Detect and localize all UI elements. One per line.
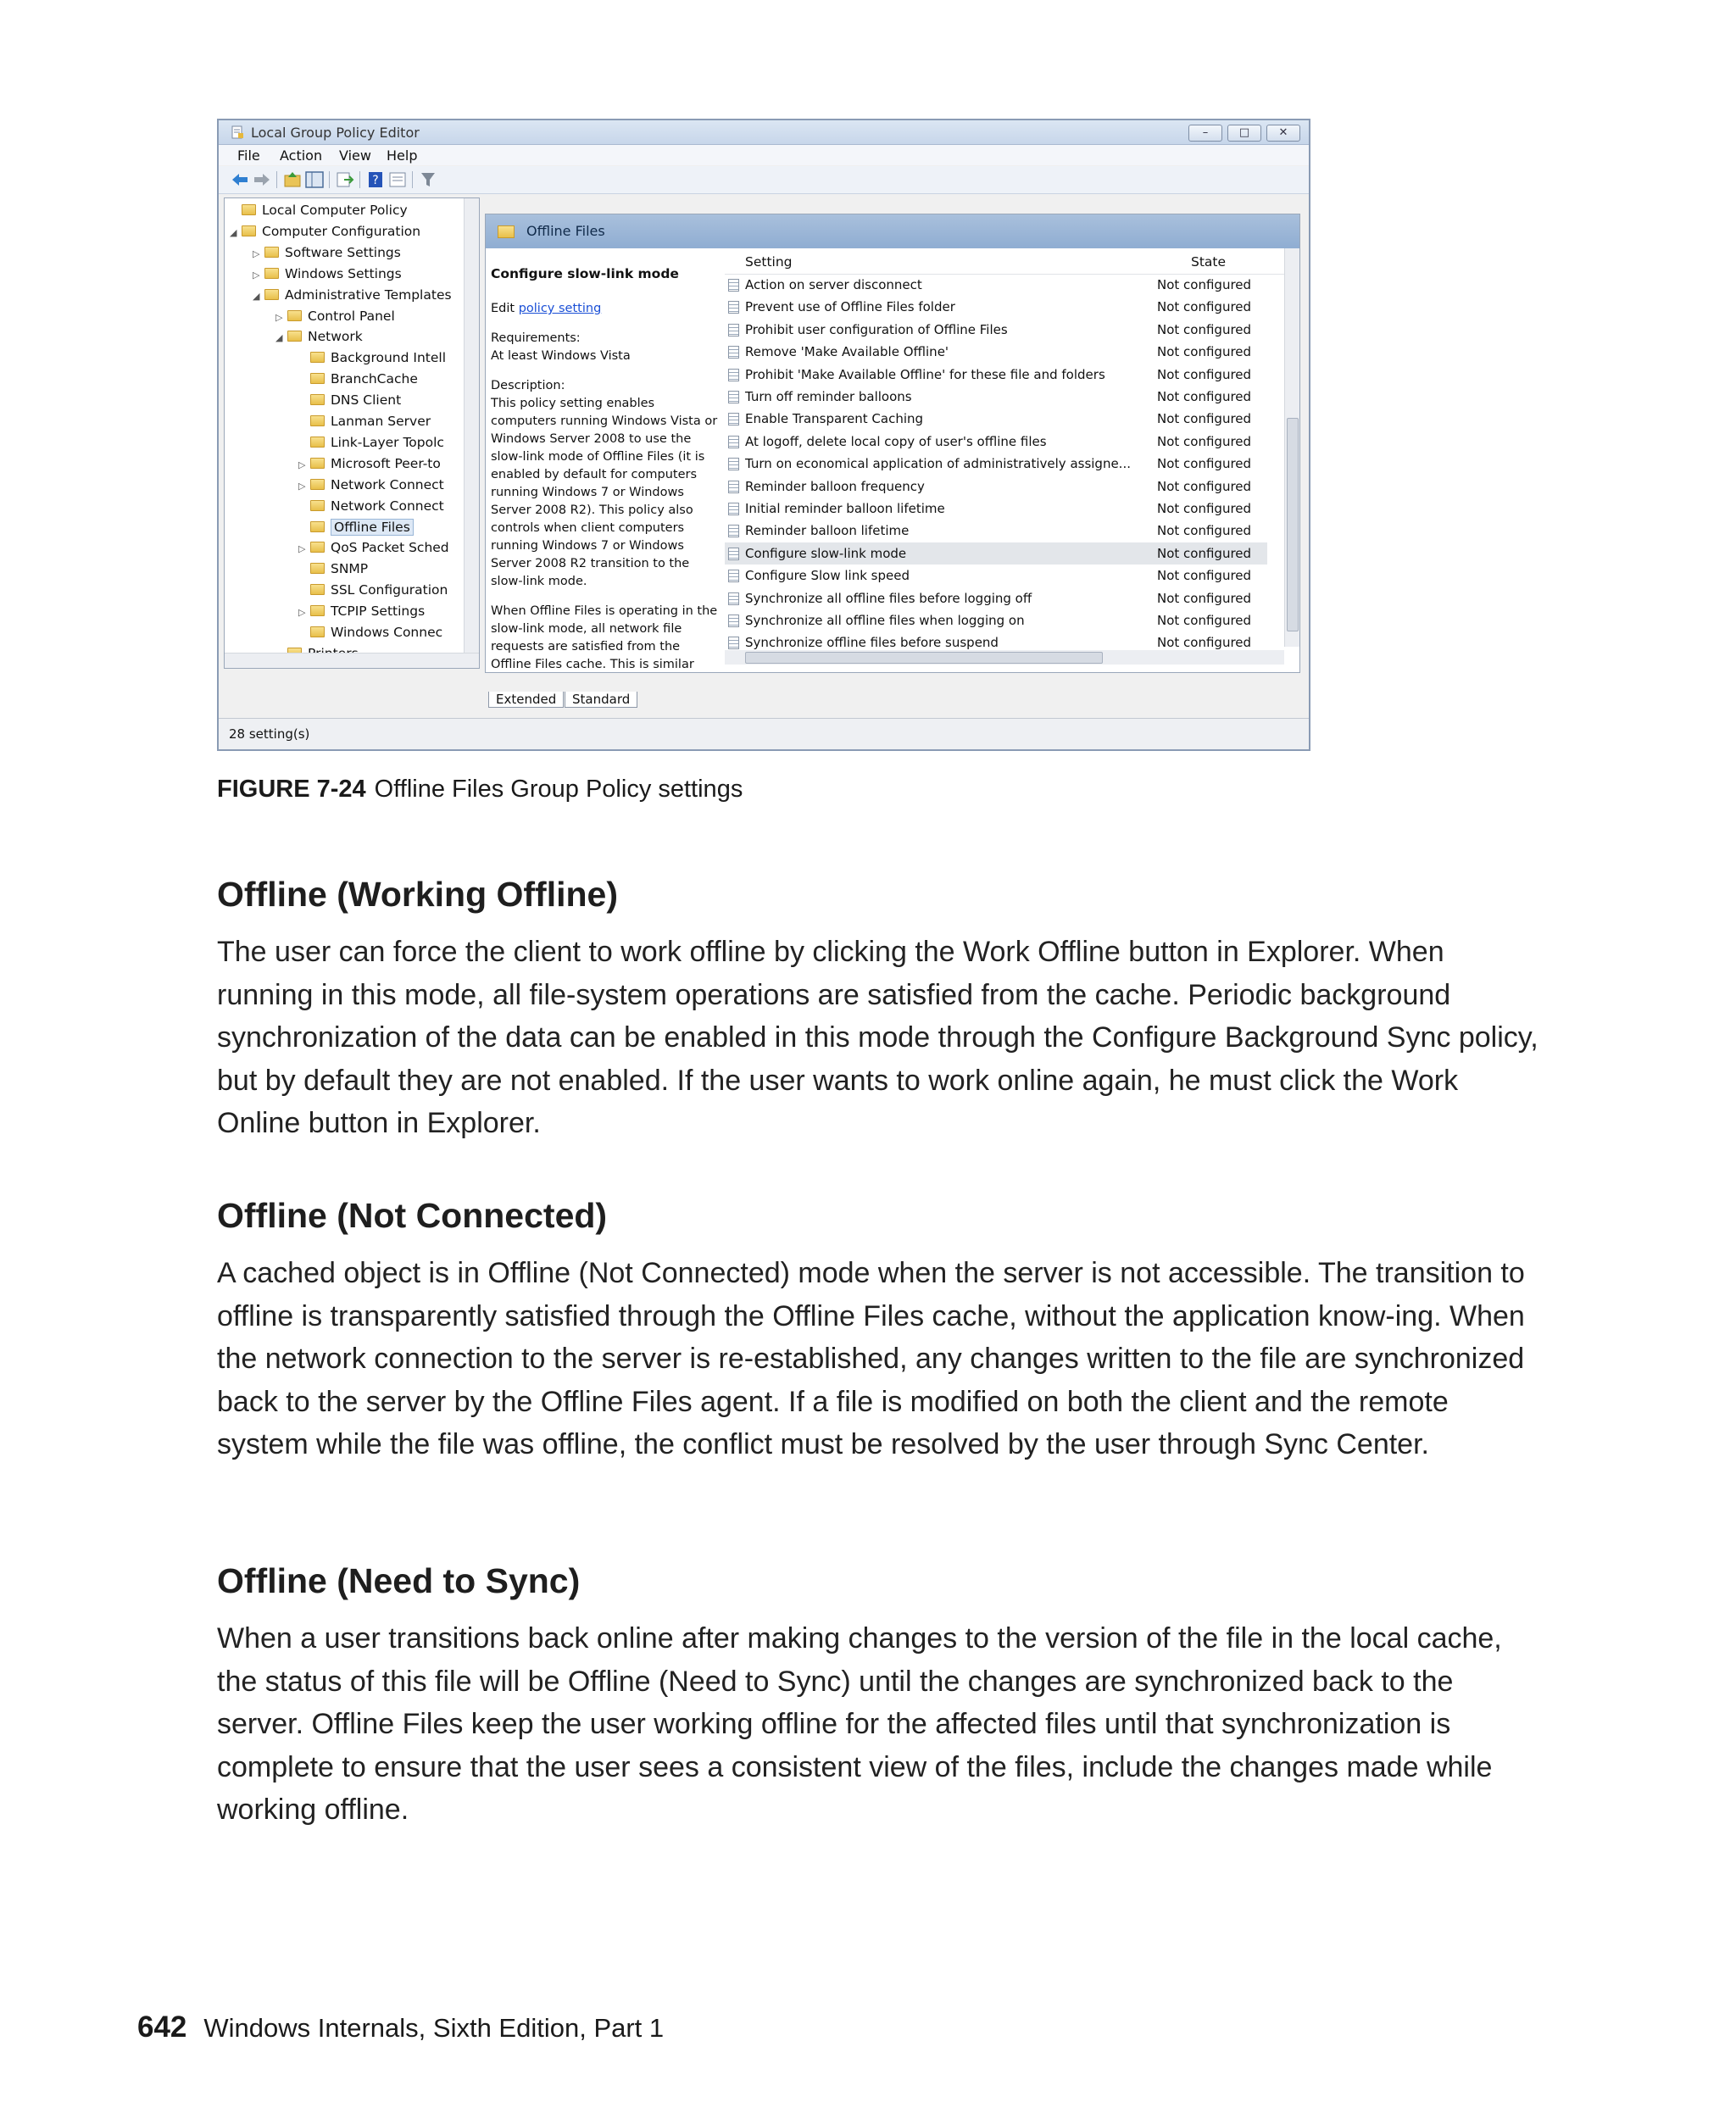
section-heading: Offline (Need to Sync) [217, 1561, 581, 1600]
setting-state: Not configured [1157, 366, 1252, 382]
policy-icon [728, 346, 739, 359]
setting-state: Not configured [1157, 545, 1252, 561]
policy-icon [728, 548, 739, 560]
folder-icon [264, 289, 279, 300]
description-text-2: When Offline Files is operating in the slow-link mode, all network file requests are satisfied from the Offline Files cache. This is similar [491, 604, 718, 671]
tree-horizontal-scrollbar[interactable] [225, 653, 479, 668]
setting-row[interactable] [725, 386, 1267, 409]
policy-icon [728, 458, 739, 470]
tree-item-label: Windows Settings [285, 265, 402, 281]
figure-caption-text: Offline Files Group Policy settings [374, 776, 743, 803]
policy-icon [728, 279, 739, 292]
status-bar [219, 718, 1309, 749]
toolbar [219, 166, 1309, 194]
folder-icon [310, 584, 325, 595]
tree-item-label: SNMP [331, 561, 369, 577]
tree-item[interactable] [298, 475, 444, 495]
tree-item-label: Administrative Templates [285, 286, 452, 303]
setting-name: Prohibit user configuration of Offline Files [745, 321, 1008, 337]
policy-editor-icon [231, 125, 244, 139]
folder-icon [310, 605, 325, 616]
folder-icon [287, 331, 302, 342]
section-paragraph: When a user transitions back online after making changes to the version of the file in the local cache, the status of this file will be Offline (Need to Sync) until the changes are synchronized back to the server. Offline Files keep the user working offline for the affected files until that synchronization is complete to ensure that the user sees a consistent view of the files, include the changes made while working offline. [217, 1622, 1502, 1826]
policy-icon [728, 436, 739, 448]
setting-name: Remove 'Make Available Offline' [745, 344, 949, 360]
svg-text:?: ? [372, 174, 379, 187]
section-paragraph: The user can force the client to work offline by clicking the Work Offline button in Explorer. When running in this mode, all file-system operations are satisfied from the cache. Periodic background synchronization of the data can be enabled in this mode through the Configure Background Sync policy, but by default they are not enabled. If the user wants to work online again, he must click the Work Online button in Explorer. [217, 936, 1538, 1139]
tree-item-label: SSL Configuration [331, 582, 448, 598]
tree-item[interactable] [298, 559, 368, 579]
expand-arrow-icon[interactable]: ▷ [253, 269, 260, 281]
filter-icon[interactable] [419, 170, 437, 189]
tree-item-label: BranchCache [331, 371, 418, 387]
policy-icon [728, 324, 739, 336]
section-paragraph: A cached object is in Offline (Not Connected) mode when the server is not accessible. The transition to offline is transparently satisfied through the Offline Files cache, without the application know-ing. When the network connection to the server is re-established, any changes written to the file are synchronized back to the server by the Offline Files agent. If a file is modified on both the client and the remote system while the file was offline, the conflict must be resolved by the user through Sync Center. [217, 1257, 1525, 1460]
folder-icon [310, 352, 325, 363]
expand-arrow-icon[interactable]: ◢ [275, 332, 283, 344]
setting-name: Configure Slow link speed [745, 568, 910, 584]
tree-item[interactable] [298, 348, 446, 368]
section-heading: Offline (Working Offline) [217, 875, 618, 914]
tree-item[interactable] [298, 580, 448, 600]
setting-name: Reminder balloon lifetime [745, 523, 910, 539]
tree-item[interactable] [298, 517, 414, 537]
tree-item[interactable] [298, 432, 444, 453]
policy-icon [728, 391, 739, 403]
setting-state: Not configured [1157, 389, 1252, 404]
description-heading: Configure slow-link mode [491, 266, 679, 281]
setting-state: Not configured [1157, 613, 1252, 628]
policy-icon [728, 503, 739, 515]
setting-state: Not configured [1157, 590, 1252, 606]
setting-row[interactable] [725, 587, 1267, 610]
tree-item-label: Background Intell [331, 350, 447, 366]
setting-name: At logoff, delete local copy of user's offline files [745, 433, 1047, 449]
policy-icon [728, 637, 739, 649]
details-pane [485, 214, 1300, 673]
folder-icon [310, 521, 325, 532]
list-horizontal-scrollbar[interactable] [725, 650, 1284, 665]
settings-list [725, 248, 1299, 651]
figure-label: FIGURE 7-24 [217, 776, 366, 803]
setting-name: Configure slow-link mode [745, 545, 907, 561]
expand-arrow-icon[interactable]: ▷ [298, 480, 306, 492]
tree-item[interactable] [298, 453, 441, 474]
maximize-button[interactable]: □ [1227, 125, 1261, 142]
column-state[interactable]: State [1191, 254, 1227, 270]
tree-item-label: Windows Connec [331, 625, 443, 640]
tree-item-label: Software Settings [285, 244, 401, 260]
setting-row[interactable] [725, 431, 1267, 453]
tree-item[interactable] [275, 306, 395, 326]
expand-arrow-icon[interactable]: ▷ [298, 607, 306, 619]
setting-row[interactable] [725, 565, 1267, 587]
menu-help[interactable]: Help [387, 147, 418, 164]
pane-header-title: Offline Files [526, 223, 605, 239]
folder-icon [310, 563, 325, 574]
tree-item[interactable] [298, 369, 418, 389]
setting-row[interactable] [725, 453, 1267, 476]
setting-name: Prohibit 'Make Available Offline' for these file and folders [745, 366, 1105, 382]
show-hide-tree-icon[interactable] [305, 170, 324, 189]
group-policy-editor-window [217, 119, 1310, 751]
tree-item[interactable] [253, 264, 402, 284]
setting-state: Not configured [1157, 299, 1252, 315]
page-number: 642 [137, 2011, 187, 2044]
figure-caption [217, 776, 743, 804]
title-bar [219, 120, 1309, 145]
tree-item-label: QoS Packet Sched [331, 540, 449, 556]
folder-icon [310, 394, 325, 405]
tree-item-label: DNS Client [331, 392, 402, 409]
tree-item-label: Control Panel [308, 308, 395, 324]
expand-arrow-icon[interactable]: ▷ [275, 311, 283, 323]
setting-name: Turn off reminder balloons [745, 389, 912, 404]
tree-item-label: TCPIP Settings [331, 603, 426, 620]
setting-name: Initial reminder balloon lifetime [745, 501, 945, 516]
policy-icon [728, 301, 739, 314]
setting-state: Not configured [1157, 456, 1252, 472]
edit-prefix: Edit [491, 302, 515, 315]
setting-name: Action on server disconnect [745, 277, 922, 292]
tree-item-label: Local Computer Policy [262, 203, 408, 218]
close-button[interactable]: ✕ [1266, 125, 1300, 142]
status-text: 28 setting(s) [229, 726, 310, 742]
setting-state: Not configured [1157, 478, 1252, 494]
folder-icon [310, 458, 325, 469]
setting-row[interactable] [725, 296, 1267, 319]
setting-row[interactable] [725, 364, 1267, 387]
setting-row[interactable] [725, 476, 1267, 498]
setting-row[interactable] [725, 520, 1267, 542]
setting-name: Enable Transparent Caching [745, 411, 924, 427]
tree-item[interactable] [230, 200, 408, 220]
tree-item[interactable] [298, 537, 449, 558]
scroll-thumb[interactable] [745, 652, 1103, 664]
edit-line [491, 300, 720, 318]
policy-icon [728, 615, 739, 627]
menu-view[interactable]: View [339, 147, 371, 164]
setting-state: Not configured [1157, 568, 1252, 584]
toolbar-separator [329, 171, 330, 188]
tree-item-label: Network Connect [331, 476, 444, 492]
section-heading: Offline (Not Connected) [217, 1196, 608, 1235]
back-arrow-icon[interactable] [231, 170, 249, 189]
folder-icon [287, 310, 302, 321]
folder-icon [310, 373, 325, 384]
tab-extended[interactable]: Extended [488, 692, 564, 708]
folder-icon [264, 268, 279, 279]
tab-standard[interactable]: Standard [565, 692, 637, 708]
tree-item[interactable] [275, 326, 363, 347]
minimize-button[interactable]: – [1188, 125, 1222, 142]
properties-pane-icon[interactable] [388, 170, 407, 189]
setting-row[interactable] [725, 341, 1267, 364]
pane-header [486, 214, 1299, 248]
tree-item-label: Network [308, 329, 363, 345]
tree-item[interactable] [253, 285, 452, 305]
menu-file[interactable]: File [237, 147, 260, 164]
book-title: Windows Internals, Sixth Edition, Part 1 [203, 2013, 665, 2043]
help-icon[interactable] [366, 170, 385, 189]
description-panel [491, 252, 720, 671]
setting-name: Synchronize offline files before suspend [745, 635, 999, 651]
policy-icon [728, 570, 739, 582]
export-list-icon[interactable] [336, 170, 354, 189]
setting-name: Synchronize all offline files before logging off [745, 590, 1032, 606]
folder-icon [310, 479, 325, 490]
tree-item-label: Computer Configuration [262, 223, 421, 239]
expand-arrow-icon[interactable]: ▷ [298, 543, 306, 555]
list-vertical-scrollbar[interactable] [1284, 248, 1299, 647]
policy-icon [728, 592, 739, 605]
scroll-thumb[interactable] [1287, 418, 1299, 631]
folder-icon [310, 437, 325, 448]
requirements: Requirements: At least Windows Vista [491, 331, 631, 363]
tree-item[interactable] [253, 242, 401, 263]
tree-item-label: Lanman Server [331, 414, 431, 429]
expand-arrow-icon[interactable]: ▷ [253, 247, 260, 259]
tree-item[interactable] [298, 496, 444, 516]
folder-icon [498, 225, 515, 238]
setting-state: Not configured [1157, 344, 1252, 360]
folder-icon [310, 415, 325, 426]
setting-row[interactable] [725, 408, 1267, 431]
toolbar-separator [412, 171, 413, 188]
expand-arrow-icon[interactable]: ◢ [253, 290, 260, 302]
setting-name: Turn on economical application of administratively assigne... [745, 456, 1131, 472]
policy-icon [728, 413, 739, 425]
folder-icon [310, 500, 325, 511]
console-tree [224, 197, 480, 669]
list-header [725, 248, 1284, 275]
tree-item[interactable] [298, 601, 425, 621]
setting-state: Not configured [1157, 277, 1252, 292]
column-setting[interactable]: Setting [745, 254, 793, 270]
tree-item-label: Offline Files [331, 519, 414, 536]
setting-state: Not configured [1157, 635, 1252, 651]
folder-icon [310, 542, 325, 553]
policy-icon [728, 369, 739, 381]
description-text: This policy setting enables computers running Windows Vista or Windows Server 2008 to use the slow-link mode of Offline Files (it is enabled by default for computers running Windows 7 or Windows Server 2008 R2). This policy also controls when client computers running Windows 7 or Windows Server 2008 R2 transition to the slow-link mode. [491, 397, 718, 588]
tree-item[interactable] [230, 221, 420, 242]
page-footer [137, 2011, 664, 2044]
tree-item[interactable] [298, 622, 442, 642]
setting-state: Not configured [1157, 523, 1252, 539]
setting-row[interactable] [725, 319, 1267, 342]
folder-icon [242, 204, 256, 215]
setting-row[interactable] [725, 542, 1267, 565]
setting-name: Synchronize all offline files when logging on [745, 613, 1025, 628]
tree-item[interactable] [298, 411, 431, 431]
setting-state: Not configured [1157, 501, 1252, 516]
tree-item[interactable] [298, 390, 401, 410]
setting-row[interactable] [725, 609, 1267, 632]
tree-item-label: Network Connect [331, 498, 444, 514]
toolbar-separator [359, 171, 360, 188]
menu-action[interactable]: Action [280, 147, 323, 164]
expand-arrow-icon[interactable]: ▷ [298, 459, 306, 470]
forward-arrow-icon[interactable] [253, 170, 271, 189]
setting-row[interactable] [725, 274, 1267, 297]
menu-bar [219, 145, 1309, 165]
folder-icon [264, 247, 279, 258]
folder-icon [242, 225, 256, 236]
expand-arrow-icon[interactable]: ◢ [230, 226, 237, 238]
tree-item-label: Microsoft Peer-to [331, 455, 441, 471]
tree-vertical-scrollbar[interactable] [464, 198, 479, 654]
policy-icon [728, 481, 739, 493]
setting-state: Not configured [1157, 433, 1252, 449]
setting-name: Reminder balloon frequency [745, 478, 925, 494]
policy-setting-link[interactable]: policy setting [518, 302, 602, 315]
tree-item-label: Link-Layer Topolc [331, 434, 444, 450]
setting-state: Not configured [1157, 411, 1252, 427]
policy-icon [728, 525, 739, 537]
description-label: Description: [491, 379, 565, 392]
up-folder-icon[interactable] [283, 170, 302, 189]
toolbar-separator [276, 171, 277, 188]
window-title: Local Group Policy Editor [251, 125, 420, 141]
setting-name: Prevent use of Offline Files folder [745, 299, 955, 315]
setting-state: Not configured [1157, 321, 1252, 337]
setting-row[interactable] [725, 498, 1267, 520]
folder-icon [310, 626, 325, 637]
